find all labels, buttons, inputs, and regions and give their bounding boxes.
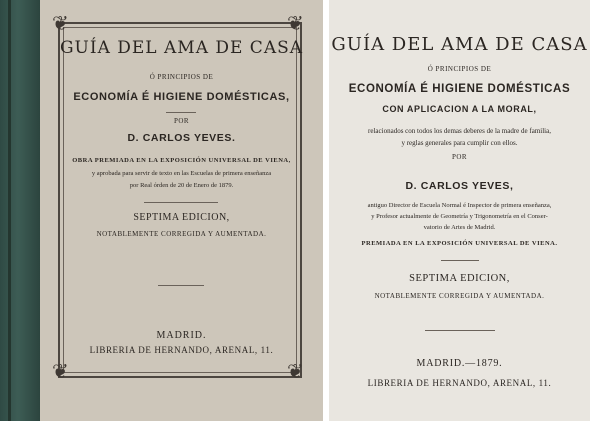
cover-title: GUÍA DEL AMA DE CASA bbox=[59, 38, 304, 58]
cover-author: D. CARLOS YEVES. bbox=[127, 132, 236, 144]
cover-subtitle: ECONOMÍA É HIGIENE DOMÉSTICAS, bbox=[73, 91, 290, 103]
page-edition: SEPTIMA EDICION, bbox=[409, 273, 510, 284]
page-title: GUÍA DEL AMA DE CASA bbox=[331, 34, 588, 55]
page-pre-subtitle: Ó PRINCIPIOS DE bbox=[427, 65, 492, 73]
page-publisher: LIBRERIA DE HERNANDO, ARENAL, 11. bbox=[367, 378, 552, 388]
page-subtitle-2: CON APLICACION A LA MORAL, bbox=[382, 104, 537, 114]
cover-edition-note: NOTABLEMENTE CORREGIDA Y AUMENTADA. bbox=[96, 230, 267, 238]
cover-divider bbox=[166, 112, 196, 113]
page-city-year: MADRID.—1879. bbox=[416, 358, 503, 369]
cover-publisher: LIBRERIA DE HERNANDO, ARENAL, 11. bbox=[89, 345, 274, 355]
page-divider bbox=[425, 330, 495, 331]
cover-divider bbox=[158, 285, 204, 286]
page-desc-1: relacionados con todos los demas deberes de la madre de familia, bbox=[368, 127, 551, 135]
corner-ornament-icon: ❦ bbox=[287, 361, 304, 383]
cover-edition: SEPTIMA EDICION, bbox=[133, 212, 230, 223]
cover-approval-1: y aprobada para servir de texto en las Escuelas de primera enseñanza bbox=[91, 170, 272, 177]
corner-ornament-icon: ❦ bbox=[287, 13, 304, 35]
page-edition-note: NOTABLEMENTE CORREGIDA Y AUMENTADA. bbox=[374, 292, 545, 300]
cover-divider bbox=[144, 202, 218, 203]
corner-ornament-icon: ❦ bbox=[52, 361, 69, 383]
page-bio-2: y Profesor actualmente de Geometría y Trigonometría en el Conser- bbox=[371, 213, 548, 220]
cover-city: MADRID. bbox=[156, 330, 207, 341]
page-desc-2: y reglas generales para cumplir con ellos. bbox=[401, 139, 518, 147]
book-cover bbox=[40, 0, 323, 421]
page-bio-1: antiguo Director de Escuela Normal é Inspector de primera enseñanza, bbox=[367, 202, 552, 209]
page-divider bbox=[441, 260, 479, 261]
page-por: POR bbox=[451, 153, 468, 161]
page-bio-3: vatorio de Artes de Madrid. bbox=[423, 224, 496, 231]
page-subtitle: ECONOMÍA É HIGIENE DOMÉSTICAS bbox=[348, 83, 571, 95]
corner-ornament-icon: ❦ bbox=[52, 13, 69, 35]
cover-por: POR bbox=[173, 117, 190, 125]
cover-approval-2: por Real órden de 20 de Enero de 1879. bbox=[129, 182, 234, 189]
cover-award: OBRA PREMIADA EN LA EXPOSICIÓN UNIVERSAL DE VIENA, bbox=[72, 157, 291, 164]
title-page bbox=[329, 0, 590, 421]
cover-pre-subtitle: Ó PRINCIPIOS DE bbox=[149, 73, 214, 81]
book-spine bbox=[0, 0, 40, 421]
page-award: PREMIADA EN LA EXPOSICIÓN UNIVERSAL DE VIENA. bbox=[361, 240, 558, 247]
page-author: D. CARLOS YEVES, bbox=[405, 180, 514, 192]
